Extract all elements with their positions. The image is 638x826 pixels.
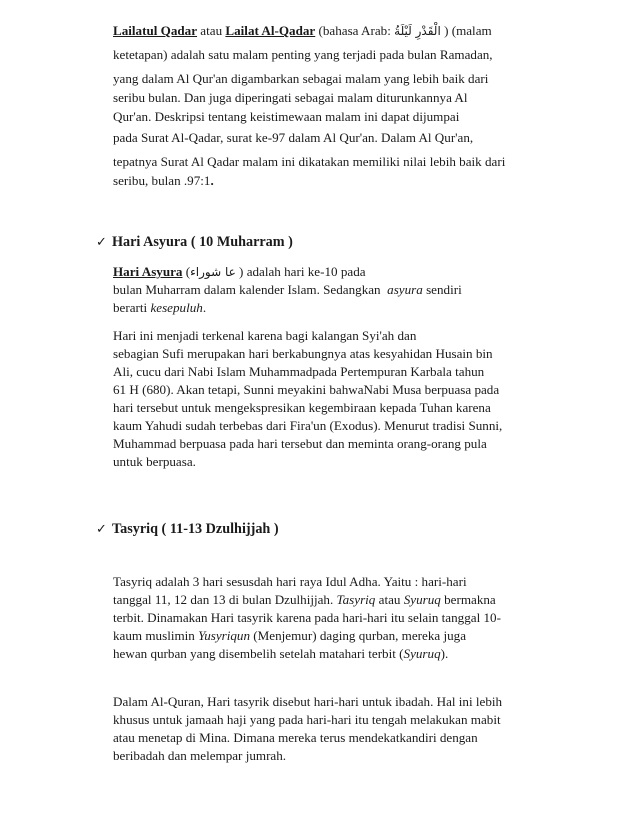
arabic-term: عا شوراء <box>190 265 236 279</box>
italic-term: asyura <box>387 282 423 297</box>
paragraph-line: Qur'an. Deskripsi tentang keistimewaan malam ini dapat dijumpai <box>113 109 460 124</box>
paren-open: ( <box>182 264 191 279</box>
paragraph-line: Hari ini menjadi terkenal karena bagi kalangan Syi'ah dan <box>113 328 417 343</box>
paragraph-line: khusus untuk jamaah haji yang pada hari-hari itu tengah melakukan mabit <box>113 712 501 727</box>
paragraph-line <box>113 645 448 662</box>
paragraph-line <box>113 299 206 316</box>
last-line-text: seribu, bulan .97:1 <box>113 173 211 188</box>
paragraph-line: 61 H (680). Akan tetapi, Sunni meyakini bahwaNabi Musa berpuasa pada <box>113 382 500 397</box>
paragraph-line: pada Surat Al-Qadar, surat ke-97 dalam Al Qur'an. Dalam Al Qur'an, <box>113 130 474 145</box>
italic-term: Syuruq <box>403 646 441 661</box>
paragraph-line: beribadah dan melempar jumrah. <box>113 748 287 763</box>
heading-text: Tasyriq ( 11-13 Dzulhijjah ) <box>112 521 279 537</box>
italic-term: kesepuluh <box>150 300 203 315</box>
lailatul-qadar-intro-line <box>113 22 492 40</box>
paragraph-line: tepatnya Surat Al Qadar malam ini dikatakan memiliki nilai lebih baik dari <box>113 154 506 169</box>
paragraph-line: Muhammad berpuasa pada hari tersebut dan meminta orang-orang pula <box>113 436 487 451</box>
italic-term: Tasyriq <box>336 592 376 607</box>
line-text: berarti <box>113 300 151 315</box>
line-text: hewan qurban yang disembelih setelah matahari terbit ( <box>113 646 404 661</box>
paragraph-line: Ali, cucu dari Nabi Islam Muhammadpada Pertempuran Karbala tahun <box>113 364 485 379</box>
asyura-intro-line <box>113 263 366 281</box>
line-text: bulan Muharram dalam kalender Islam. Sedangkan <box>113 282 381 297</box>
paragraph-line: untuk berpuasa. <box>113 454 196 469</box>
term-hari-asyura: Hari Asyura <box>113 264 183 279</box>
section-heading-tasyriq <box>96 520 279 539</box>
line-text: kaum muslimin <box>113 628 199 643</box>
checkmark-icon: ✓ <box>96 522 107 537</box>
paragraph-line: Dalam Al-Quran, Hari tasyrik disebut hari-hari untuk ibadah. Hal ini lebih <box>113 694 503 709</box>
line-end: sendiri <box>422 282 462 297</box>
line-end: ). <box>440 646 449 661</box>
paragraph-line: kaum Yahudi sudah terbebas dari Fira'un (Exodus). Menurut tradisi Sunni, <box>113 418 503 433</box>
intro-rest: ) adalah hari ke-10 pada <box>235 264 366 279</box>
paragraph-line: ketetapan) adalah satu malam penting yang terjadi pada bulan Ramadan, <box>113 47 493 62</box>
paragraph-line: atau menetap di Mina. Dimana mereka terus mendekatkandiri dengan <box>113 730 478 745</box>
italic-term: Yusyriqun <box>198 628 251 643</box>
paragraph-line <box>113 281 462 298</box>
paragraph-last-line <box>113 172 214 189</box>
term-lailatul-qadar: Lailatul Qadar <box>113 23 198 38</box>
paragraph-line: Tasyriq adalah 3 hari sesusdah hari raya Idul Adha. Yaitu : hari-hari <box>113 574 467 589</box>
italic-term: Syuruq <box>403 592 441 607</box>
intro-line-end: ) (malam <box>440 23 492 38</box>
arabic-term: الْقَدْرِ لَيْلَةُ <box>394 24 441 38</box>
arabic-prefix: (bahasa Arab: <box>315 23 395 38</box>
paragraph-line: terbit. Dinamakan Hari tasyrik karena pada hari-hari itu selain tanggal 10- <box>113 610 501 625</box>
line-end: bermakna <box>440 592 496 607</box>
heading-text: Hari Asyura ( 10 Muharram ) <box>112 234 293 250</box>
line-end: (Menjemur) daging qurban, mereka juga <box>250 628 467 643</box>
line-text: tanggal 11, 12 dan 13 di bulan Dzulhijjah. <box>113 592 337 607</box>
last-line-period: . <box>210 173 214 188</box>
connector-text: atau <box>197 23 226 38</box>
paragraph-line <box>113 591 496 608</box>
checkmark-icon: ✓ <box>96 235 107 250</box>
paragraph-line: yang dalam Al Qur'an digambarkan sebagai malam yang lebih baik dari <box>113 71 489 86</box>
paragraph-line: seribu bulan. Dan juga diperingati sebagai malam diturunkannya Al <box>113 90 468 105</box>
line-end: . <box>202 300 207 315</box>
line-text: atau <box>375 592 404 607</box>
paragraph-line: hari tersebut untuk mengekspresikan kegembiraan kepada Tuhan karena <box>113 400 491 415</box>
term-lailat-al-qadar: Lailat Al-Qadar <box>225 23 316 38</box>
paragraph-line: sebagian Sufi merupakan hari berkabungnya atas kesyahidan Husain bin <box>113 346 493 361</box>
section-heading-asyura <box>96 233 293 252</box>
paragraph-line <box>113 627 466 644</box>
